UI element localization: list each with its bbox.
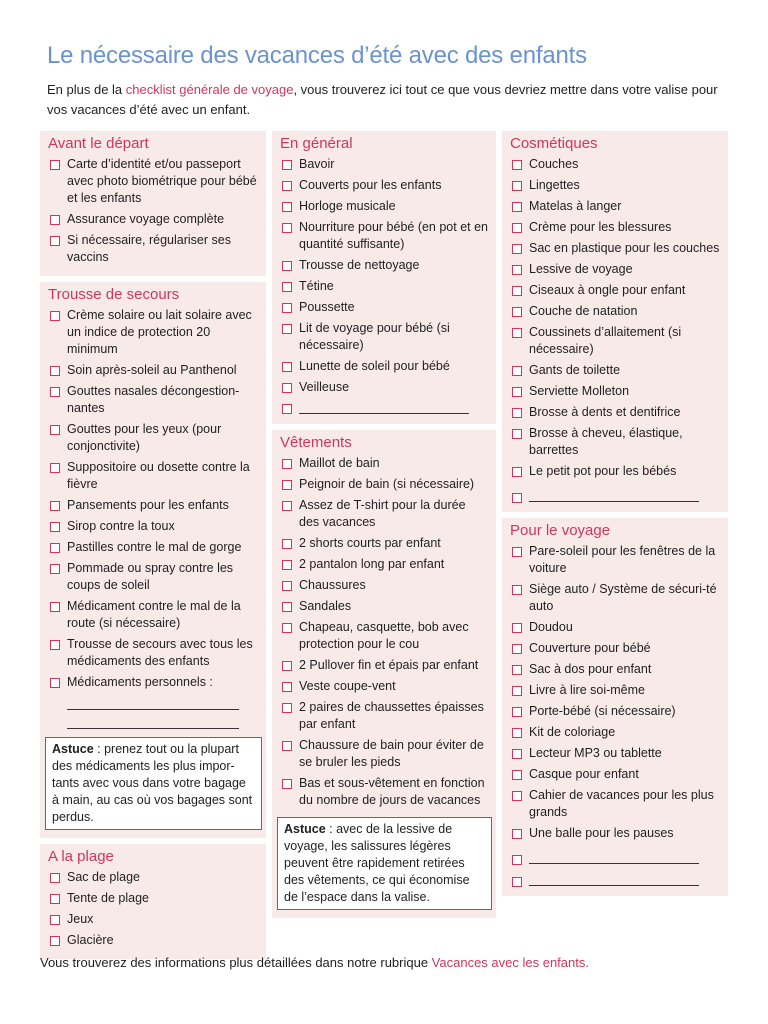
checklist-item-label: Si nécessaire, régulariser ses vaccins (67, 233, 231, 264)
checklist-item (48, 156, 259, 207)
checklist-item-label: Bavoir (299, 157, 335, 171)
checklist-item-label: Brosse à dents et dentifrice (529, 405, 681, 419)
checklist-item-label: Siège auto / Système de sécuri-té auto (529, 582, 717, 613)
checklist-item (510, 362, 721, 379)
checkbox[interactable] (50, 640, 60, 650)
tip-box: Astuce : avec de la lessive de voyage, les salissures légères peuvent être rapidement retirées des vêtements, ce qui économise de l’espace dans la valise. (277, 817, 492, 910)
checklist-item-label: Couche de natation (529, 304, 638, 318)
checklist-item-label: 2 Pullover fin et épais par enfant (299, 658, 479, 672)
section-title: A la plage (48, 848, 114, 865)
write-in-line[interactable] (529, 488, 699, 502)
section-pour-le-voyage (502, 518, 728, 896)
checklist-item-label: Cahier de vacances pour les plus grands (529, 788, 714, 819)
checklist-item (510, 619, 721, 636)
checkbox[interactable] (512, 181, 522, 191)
checklist-item-label: Pansements pour les enfants (67, 498, 229, 512)
checklist-item (48, 674, 259, 691)
checklist-item-label: Lecteur MP3 ou tablette (529, 746, 662, 760)
checklist-item (510, 766, 721, 783)
checklist-item (510, 198, 721, 215)
checkbox[interactable] (282, 404, 292, 414)
checklist-item (280, 358, 489, 375)
checkbox[interactable] (50, 678, 60, 688)
checkbox[interactable] (282, 539, 292, 549)
vacances-enfants-link[interactable]: Vacances avec les enfants. (431, 955, 589, 970)
checkbox[interactable] (282, 261, 292, 271)
checklist-item-label: Crème solaire ou lait solaire avec un indice de protection 20 minimum (67, 308, 252, 356)
checklist-item-label: Carte d’identité et/ou passeport avec photo biométrique pour bébé et les enfants (67, 157, 257, 205)
checklist-item-label: Kit de coloriage (529, 725, 616, 739)
checkbox[interactable] (282, 282, 292, 292)
checklist-item-label: Porte-bébé (si nécessaire) (529, 704, 676, 718)
checklist-item-label: Gouttes pour les yeux (pour conjonctivite) (67, 422, 222, 453)
checklist-item-label: Livre à lire soi-même (529, 683, 646, 697)
checklist-item-label: Coussinets d’allaitement (si nécessaire) (529, 325, 682, 356)
checklist-item-label: Gants de toilette (529, 363, 621, 377)
checkbox[interactable] (512, 829, 522, 839)
checkbox[interactable] (282, 703, 292, 713)
checkbox[interactable] (512, 644, 522, 654)
checklist-item-label: Matelas à langer (529, 199, 622, 213)
checkbox[interactable] (50, 936, 60, 946)
checklist-item (280, 577, 489, 594)
checkbox[interactable] (50, 501, 60, 511)
checklist-item-label: Pommade ou spray contre les coups de soleil (67, 561, 234, 592)
checklist-item-label: Sac en plastique pour les couches (529, 241, 720, 255)
checklist-item (510, 324, 721, 358)
checklist-item-label: Couches (529, 157, 579, 171)
checklist-item-label: Chaussure de bain pour éviter de se bruler les pieds (299, 738, 484, 769)
checkbox[interactable] (512, 307, 522, 317)
checklist-item-label: Couverture pour bébé (529, 641, 651, 655)
checkbox[interactable] (512, 686, 522, 696)
checklist (48, 869, 259, 949)
checkbox[interactable] (50, 160, 60, 170)
section-vetements (272, 430, 496, 918)
checkbox[interactable] (512, 286, 522, 296)
checklist-item (510, 463, 721, 480)
page-title: Le nécessaire des vacances d’été avec des enfants (47, 42, 587, 69)
checklist-item (510, 303, 721, 320)
checkbox[interactable] (512, 467, 522, 477)
blank-checklist-item (510, 868, 721, 886)
checkbox[interactable] (50, 873, 60, 883)
checkbox[interactable] (282, 160, 292, 170)
checkbox[interactable] (512, 223, 522, 233)
checklist-item-label: Une balle pour les pauses (529, 826, 674, 840)
checkbox[interactable] (282, 682, 292, 692)
checkbox[interactable] (50, 387, 60, 397)
checklist (280, 455, 489, 809)
checkbox[interactable] (512, 707, 522, 717)
checklist-item (510, 581, 721, 615)
checklist-item-label: Médicaments personnels : (67, 675, 213, 689)
checklist-item-label: Peignoir de bain (si nécessaire) (299, 477, 475, 491)
checklist (48, 156, 259, 266)
write-in-line[interactable] (529, 872, 699, 886)
checklist-item (48, 518, 259, 535)
section-cosmetiques (502, 131, 728, 512)
checklist-item-label: Sac de plage (67, 870, 140, 884)
checkbox[interactable] (282, 181, 292, 191)
column-right (502, 131, 728, 902)
checklist-item (510, 404, 721, 421)
checklist-item (280, 219, 489, 253)
checkbox[interactable] (282, 324, 292, 334)
write-in-line[interactable] (299, 400, 469, 414)
checklist-item (48, 598, 259, 632)
checklist-item-label: Lit de voyage pour bébé (si nécessaire) (299, 321, 450, 352)
checkbox[interactable] (282, 202, 292, 212)
checklist-item-label: 2 shorts courts par enfant (299, 536, 441, 550)
blank-checklist-item (280, 400, 489, 414)
general-checklist-link[interactable]: checklist générale de voyage (125, 82, 294, 97)
checklist-item (510, 787, 721, 821)
checkbox[interactable] (282, 223, 292, 233)
section-title: Vêtements (280, 434, 352, 451)
checklist-item-label: Suppositoire ou dosette contre la fièvre (67, 460, 250, 491)
checkbox[interactable] (282, 362, 292, 372)
checklist-item (280, 775, 489, 809)
checklist-item-label: Jeux (67, 912, 94, 926)
section-a-la-plage (40, 844, 266, 959)
write-in-line[interactable] (529, 850, 699, 864)
checklist-item (48, 211, 259, 228)
checklist-item (48, 459, 259, 493)
column-left (40, 131, 266, 965)
intro-text: En plus de la checklist générale de voyage, vous trouverez ici tout ce que vous devriez mettre dans votre valise pour vos vacances d’été avec un enfant. (47, 82, 718, 117)
checkbox[interactable] (512, 328, 522, 338)
checklist-item-label: Lunette de soleil pour bébé (299, 359, 450, 373)
section-title: En général (280, 135, 353, 152)
checklist (48, 307, 259, 691)
checklist-item-label: Lingettes (529, 178, 580, 192)
checklist-item-label: Doudou (529, 620, 573, 634)
checklist-item-label: Poussette (299, 300, 355, 314)
checklist-item-label: Bas et sous-vêtement en fonction du nombre de jours de vacances (299, 776, 485, 807)
checklist-item-label: Ciseaux à ongle pour enfant (529, 283, 686, 297)
checklist-item (280, 379, 489, 396)
checklist-item-label: Sac à dos pour enfant (529, 662, 652, 676)
checkbox[interactable] (50, 543, 60, 553)
checkbox[interactable] (282, 661, 292, 671)
checklist-item (48, 421, 259, 455)
write-in-line[interactable] (67, 697, 239, 710)
checklist-item-label: Brosse à cheveu, élastique, barrettes (529, 426, 683, 457)
checklist-item (48, 890, 259, 907)
checkbox[interactable] (282, 501, 292, 511)
checklist-item (280, 699, 489, 733)
checklist-item-label: Veste coupe-vent (299, 679, 396, 693)
checklist-item (48, 232, 259, 266)
checklist-item (280, 299, 489, 316)
checkbox[interactable] (50, 602, 60, 612)
checkbox[interactable] (282, 741, 292, 751)
checklist-item (510, 640, 721, 657)
checklist-item-label: Pare-soleil pour les fenêtres de la voiture (529, 544, 716, 575)
checkbox[interactable] (512, 429, 522, 439)
checkbox[interactable] (512, 547, 522, 557)
checklist-item-label: Gouttes nasales décongestion-nantes (67, 384, 240, 415)
checklist-item (280, 657, 489, 674)
section-trousse-de-secours (40, 282, 266, 838)
checklist-item (510, 156, 721, 173)
checkbox[interactable] (282, 581, 292, 591)
checkbox[interactable] (512, 244, 522, 254)
checklist-item (48, 869, 259, 886)
checklist-item-label: Nourriture pour bébé (en pot et en quantité suffisante) (299, 220, 489, 251)
checklist-item-label: Le petit pot pour les bébés (529, 464, 677, 478)
checklist-item-label: Pastilles contre le mal de gorge (67, 540, 242, 554)
checklist (510, 156, 721, 502)
checklist-item (280, 177, 489, 194)
checklist-item (48, 383, 259, 417)
section-en-general (272, 131, 496, 424)
checklist-item (280, 198, 489, 215)
checkbox[interactable] (282, 383, 292, 393)
checklist-item-label: Maillot de bain (299, 456, 380, 470)
checklist-item (48, 560, 259, 594)
checklist-item-label: Médicament contre le mal de la route (si nécessaire) (67, 599, 241, 630)
checkbox[interactable] (282, 459, 292, 469)
checkbox[interactable] (512, 202, 522, 212)
checklist-item (510, 724, 721, 741)
section-avant-le-depart (40, 131, 266, 276)
checklist-item (280, 278, 489, 295)
checklist-item (510, 825, 721, 842)
section-title: Pour le voyage (510, 522, 611, 539)
checklist-item (510, 425, 721, 459)
tip-box: Astuce : prenez tout ou la plupart des médicaments les plus impor-tants avec vous dans votre bagage à main, au cas où vos bagages sont perdus. (45, 737, 262, 830)
checklist-item (510, 661, 721, 678)
checkbox[interactable] (282, 303, 292, 313)
checklist-item (280, 737, 489, 771)
checklist-item (48, 911, 259, 928)
checkbox[interactable] (50, 236, 60, 246)
checklist-item-label: Assurance voyage complète (67, 212, 225, 226)
checklist-item (280, 257, 489, 274)
checklist-item (510, 543, 721, 577)
checkbox[interactable] (512, 665, 522, 675)
checklist-item-label: Sirop contre la toux (67, 519, 175, 533)
checklist-item (48, 362, 259, 379)
checklist (510, 543, 721, 886)
checkbox[interactable] (512, 387, 522, 397)
checklist-item (510, 745, 721, 762)
checklist-item (48, 636, 259, 670)
checklist-item-label: Soin après-soleil au Panthenol (67, 363, 237, 377)
checklist-item (280, 476, 489, 493)
section-title: Avant le départ (48, 135, 149, 152)
checkbox[interactable] (50, 894, 60, 904)
checklist-item-label: Tente de plage (67, 891, 150, 905)
checklist-item (510, 703, 721, 720)
checkbox[interactable] (282, 623, 292, 633)
checkbox[interactable] (512, 791, 522, 801)
checkbox[interactable] (50, 463, 60, 473)
write-in-line[interactable] (67, 716, 239, 729)
checkbox[interactable] (512, 265, 522, 275)
checklist-item (280, 156, 489, 173)
checklist-item (280, 320, 489, 354)
checklist-item (510, 261, 721, 278)
checklist-item (280, 497, 489, 531)
checklist-item (510, 682, 721, 699)
checkbox[interactable] (512, 408, 522, 418)
checkbox[interactable] (512, 728, 522, 738)
checklist (280, 156, 489, 414)
checkbox[interactable] (50, 915, 60, 925)
checklist-item-label: Tétine (299, 279, 334, 293)
checklist-item-label: Chapeau, casquette, bob avec protection pour le cou (299, 620, 469, 651)
checklist-item (280, 619, 489, 653)
checkbox[interactable] (512, 855, 522, 865)
section-title: Trousse de secours (48, 286, 180, 303)
checkbox[interactable] (512, 770, 522, 780)
checkbox[interactable] (50, 215, 60, 225)
checklist-item-label: Lessive de voyage (529, 262, 633, 276)
checkbox[interactable] (50, 522, 60, 532)
checkbox[interactable] (282, 560, 292, 570)
checkbox[interactable] (512, 366, 522, 376)
checkbox[interactable] (50, 425, 60, 435)
checklist-item-label: Sandales (299, 599, 352, 613)
checkbox[interactable] (512, 623, 522, 633)
checklist-item-label: 2 pantalon long par enfant (299, 557, 445, 571)
checkbox[interactable] (282, 779, 292, 789)
column-middle (272, 131, 496, 924)
checkbox[interactable] (512, 493, 522, 503)
checkbox[interactable] (50, 311, 60, 321)
checklist-item-label: Couverts pour les enfants (299, 178, 442, 192)
checklist-item-label: Crème pour les blessures (529, 220, 672, 234)
checklist-item (280, 455, 489, 472)
checklist-item (510, 282, 721, 299)
checklist-item (48, 497, 259, 514)
footer-text: Vous trouverez des informations plus détaillées dans notre rubrique Vacances avec les enfants. (40, 955, 589, 970)
checkbox[interactable] (512, 749, 522, 759)
checklist-item-label: Horloge musicale (299, 199, 396, 213)
checklist-item (48, 307, 259, 358)
checkbox[interactable] (512, 877, 522, 887)
blank-checklist-item (510, 846, 721, 864)
checkbox[interactable] (512, 160, 522, 170)
checklist-item-label: Assez de T-shirt pour la durée des vacances (299, 498, 466, 529)
checkbox[interactable] (512, 585, 522, 595)
checklist-item-label: Casque pour enfant (529, 767, 639, 781)
checkbox[interactable] (50, 564, 60, 574)
checklist-item (280, 678, 489, 695)
checklist-item-label: Glacière (67, 933, 114, 947)
checkbox[interactable] (50, 366, 60, 376)
checklist-item (510, 383, 721, 400)
checklist-item (510, 219, 721, 236)
checklist-item-label: Veilleuse (299, 380, 350, 394)
checklist-item-label: Chaussures (299, 578, 366, 592)
checklist-item (280, 556, 489, 573)
checklist-item-label: Serviette Molleton (529, 384, 630, 398)
section-title: Cosmétiques (510, 135, 598, 152)
checklist-item (48, 932, 259, 949)
checklist-item (280, 535, 489, 552)
checklist-item-label: 2 paires de chaussettes épaisses par enfant (299, 700, 484, 731)
checklist-item-label: Trousse de nettoyage (299, 258, 420, 272)
checklist-item (48, 539, 259, 556)
checklist-item (510, 177, 721, 194)
checklist-item (280, 598, 489, 615)
checkbox[interactable] (282, 480, 292, 490)
checkbox[interactable] (282, 602, 292, 612)
checklist-item (510, 240, 721, 257)
blank-checklist-item (510, 484, 721, 502)
checklist-item-label: Trousse de secours avec tous les médicaments des enfants (67, 637, 253, 668)
